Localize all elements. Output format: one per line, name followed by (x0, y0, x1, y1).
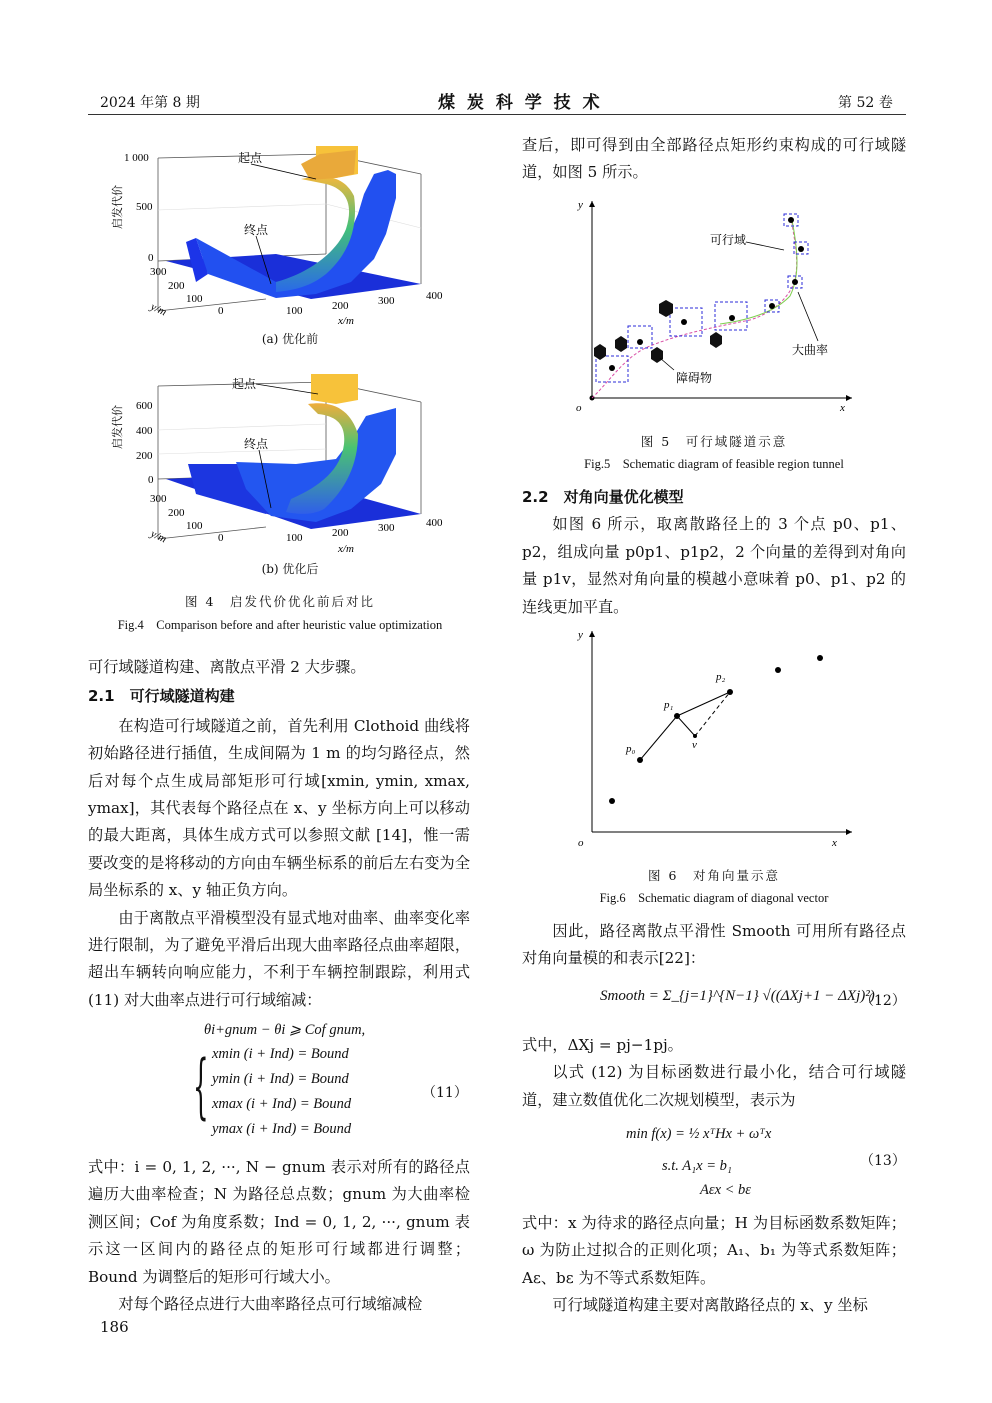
fig5-diagram (570, 196, 860, 418)
right-paragraph-4: 以式 (12) 为目标函数进行最小化，结合可行域隧道，建立数值优化二次规划模型，表示为 (522, 1063, 906, 1109)
fig4a-end-label: 终点 (244, 223, 269, 237)
eq11-number: （11） (422, 1085, 468, 1101)
left-paragraph-1: 在构造可行域隧道之前，首先利用 Clothoid 曲线将初始路径进行插值，生成间隔为 1 m 的均匀路径点，然后对每个点生成局部矩形可行域[xmin, ymin, xmax, ymax]，其代表每个路径点在 x、y 坐标方向上可以移动的最大距离，具体生成方式可以参照文献 [14]，惟一需要改变的是将移动的方向由车辆坐标系的前后左右变为全局坐标系的 x、y 轴正负方向。 (88, 716, 470, 900)
fig5-caption-cn: 图 5 可行域隧道示意 (640, 434, 788, 449)
eq11-line4: xmax (i + Ind) = Bound (212, 1096, 352, 1112)
right-paragraph-3: 式中，ΔXj = pj−1pj。 (522, 1036, 683, 1054)
fig4b-xtick: 400 (426, 517, 443, 529)
fig4b-ytick: 100 (186, 520, 203, 532)
fig4a-start-label: 起点 (238, 151, 263, 165)
fig4b-ztick: 0 (148, 474, 154, 486)
page-number: 186 (100, 1318, 129, 1336)
fig4b-ytick: 0 (218, 532, 224, 544)
fig6-diagram (570, 626, 860, 854)
fig4-caption-cn: 图 4 启发代价优化前后对比 (185, 594, 375, 609)
fig4b-caption: (b) 优化后 (261, 562, 319, 576)
fig4a-xtick: 100 (286, 305, 303, 317)
header-volume: 第 52 卷 (838, 95, 893, 111)
fig4b-plot (96, 364, 480, 574)
eq13-line1: min f(x) = ½ xᵀHx + ωᵀx (626, 1126, 772, 1142)
fig4a-ztick: 0 (148, 252, 154, 264)
eq11-brace: { (193, 1045, 209, 1127)
eq11-line2: xmin (i + Ind) = Bound (212, 1046, 349, 1062)
fig6-p0: p₀ (626, 743, 636, 755)
fig4a-ztick: 1 000 (124, 152, 149, 164)
fig6-v: v (692, 739, 697, 751)
fig5-obstacle-label: 障碍物 (676, 371, 713, 385)
section-2-1-heading: 2.1 可行域隧道构建 (88, 687, 235, 706)
fig5-y-axis: y (578, 199, 583, 211)
fig4a-ylabel: y/m (148, 300, 169, 319)
fig6-x-axis: x (832, 837, 837, 849)
fig4a-xlabel: x/m (338, 315, 354, 327)
fig4a-ytick: 100 (186, 293, 203, 305)
right-paragraph-6: 可行域隧道构建主要对离散路径点的 x、y 坐标 (552, 1296, 868, 1315)
fig4a-zlabel: 启发代价 (112, 185, 124, 229)
fig4b-ytick: 200 (168, 507, 185, 519)
fig5-feasible-label: 可行域 (710, 233, 747, 247)
eq13-line2: s.t. A₁x = b₁ (662, 1158, 732, 1174)
fig4b-ytick: 300 (150, 493, 167, 505)
header-rule (88, 114, 906, 115)
left-paragraph-4: 对每个路径点进行大曲率路径点可行域缩减检 (118, 1295, 423, 1314)
left-paragraph-2: 由于离散点平滑模型没有显式地对曲率、曲率变化率进行限制，为了避免平滑后出现大曲率路径点曲率超限，超出车辆转向响应能力，不利于车辆控制跟踪，利用式 (11) 对大曲率点进行可行域缩减： (88, 908, 470, 1009)
fig4-caption-en: Fig.4 Comparison before and after heuristic value optimization (117, 618, 443, 632)
fig4b-xtick: 100 (286, 532, 303, 544)
fig4b-ztick: 600 (136, 400, 153, 412)
fig5-curvature-label: 大曲率 (792, 343, 829, 357)
eq11-line5: ymax (i + Ind) = Bound (212, 1121, 352, 1137)
fig4b-xtick: 300 (378, 522, 395, 534)
fig4b-ylabel: y/m (148, 527, 169, 546)
fig6-y-axis: y (578, 629, 583, 641)
fig4a-plot (96, 134, 480, 344)
fig5-origin: o (576, 402, 582, 414)
fig4a-ytick: 0 (218, 305, 224, 317)
left-paragraph-3: 式中：i = 0, 1, 2, ···, N − gnum 表示对所有的路径点遍历大曲率检查；N 为路径总点数；gnum 为大曲率检测区间；Cof 为角度系数；Ind = 0, 1, 2, ···, gnum 表示这一区间内的路径点的矩形可行域都进行调整；Bound 为调整后的矩形可行域大小。 (88, 1158, 470, 1286)
right-intro-text: 查后，即可得到由全部路径点矩形约束构成的可行域隧道，如图 5 所示。 (522, 136, 906, 182)
right-paragraph-1: 如图 6 所示，取离散路径上的 3 个点 p0、p1、p2，组成向量 p0p1、p1p2，2 个向量的差得到对角向量 p1v，显然对角向量的模越小意味着 p0、p1、p2 的连线更加平直。 (522, 515, 906, 616)
fig4b-start-label: 起点 (232, 377, 257, 391)
right-paragraph-5: 式中：x 为待求的路径点向量；H 为目标函数系数矩阵；ω 为防止过拟合的正则化项；A₁、b₁ 为等式系数矩阵；Aε、bε 为不等式系数矩阵。 (522, 1214, 906, 1287)
eq12-number: （12） (860, 993, 906, 1009)
fig4a-xtick: 300 (378, 295, 395, 307)
fig4a-ytick: 300 (150, 266, 167, 278)
fig4b-ztick: 200 (136, 450, 153, 462)
fig6-caption-en: Fig.6 Schematic diagram of diagonal vector (599, 891, 829, 905)
fig4b-xlabel: x/m (338, 543, 354, 555)
fig4b-xtick: 200 (332, 527, 349, 539)
fig4a-caption: (a) 优化前 (261, 332, 319, 346)
fig4a-xtick: 400 (426, 290, 443, 302)
fig5-caption-en: Fig.5 Schematic diagram of feasible region tunnel (584, 457, 844, 471)
header-issue: 2024 年第 8 期 (100, 95, 200, 111)
section-2-2-heading: 2.2 对角向量优化模型 (522, 488, 684, 506)
fig4b-ztick: 400 (136, 425, 153, 437)
eq13-number: （13） (860, 1153, 906, 1169)
eq11-line1: θi+gnum − θi ⩾ Cof gnum, (204, 1022, 366, 1038)
fig4b-end-label: 终点 (244, 437, 269, 451)
fig4a-ytick: 200 (168, 280, 185, 292)
fig6-caption-cn: 图 6 对角向量示意 (648, 868, 780, 883)
fig4a-xtick: 200 (332, 300, 349, 312)
fig4b-zlabel: 启发代价 (112, 405, 124, 449)
right-paragraph-2: 因此，路径离散点平滑性 Smooth 可用所有路径点对角向量模的和表示[22]： (522, 922, 906, 968)
fig5-x-axis: x (840, 402, 845, 414)
left-intro-text: 可行域隧道构建、离散点平滑 2 大步骤。 (88, 658, 366, 676)
header-journal: 煤 炭 科 学 技 术 (438, 93, 603, 113)
fig4a-ztick: 500 (136, 201, 153, 213)
eq12: Smooth = Σ_{j=1}^{N−1} √((ΔXj+1 − ΔXj)²) (600, 988, 875, 1004)
fig6-p2: p₂ (716, 671, 726, 683)
fig6-origin: o (578, 837, 584, 849)
eq11-line3: ymin (i + Ind) = Bound (212, 1071, 349, 1087)
eq13-line3: Aεx < bε (700, 1182, 752, 1198)
fig6-p1: p₁ (664, 699, 674, 711)
